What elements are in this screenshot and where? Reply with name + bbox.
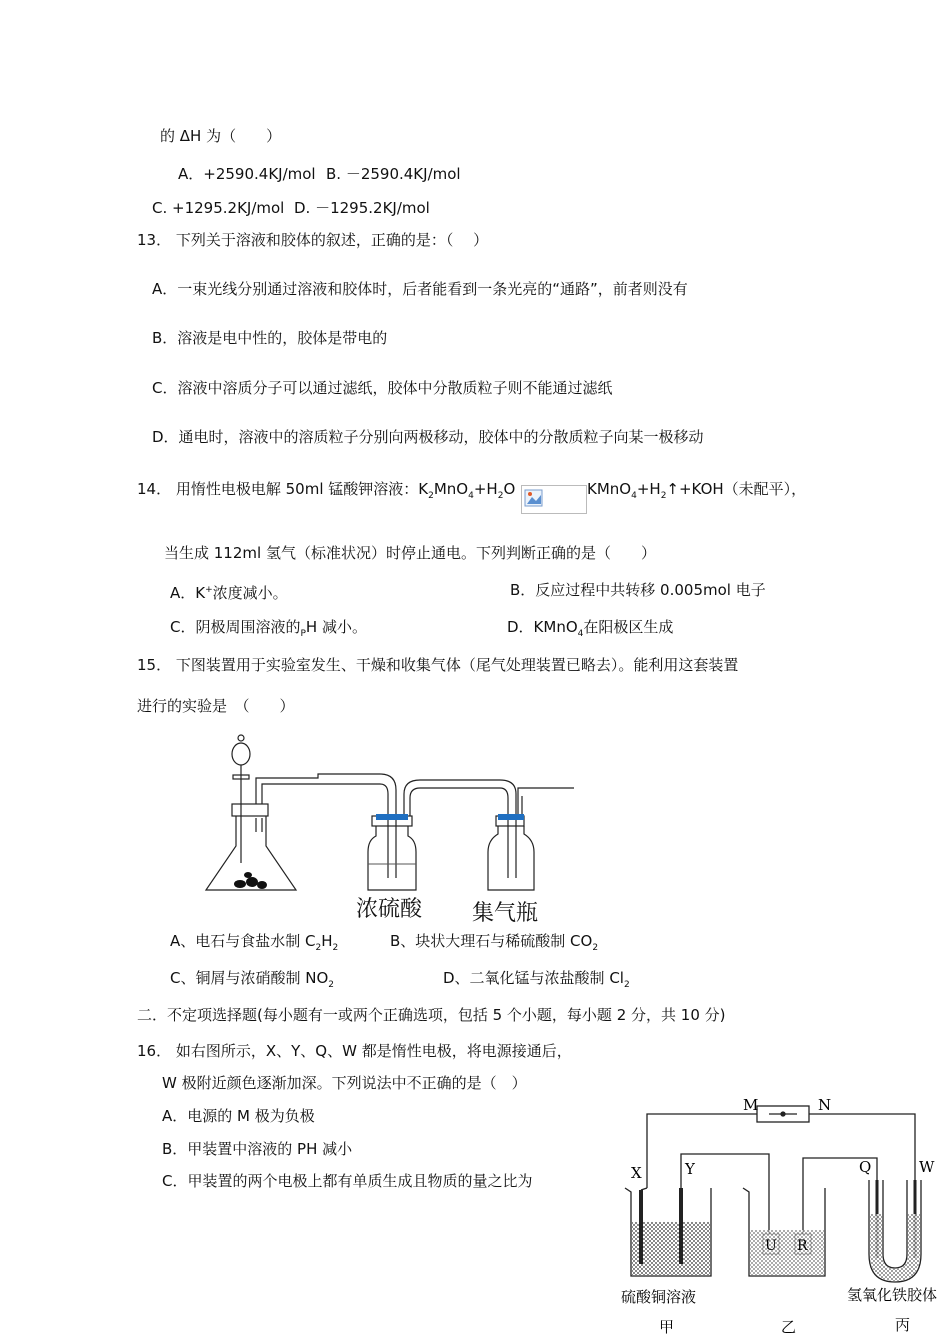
label-bing: 丙 — [895, 1316, 911, 1334]
q14-c-pre: C．阴极周围溶液的 — [170, 618, 301, 636]
q13-option-a: A．一束光线分别通过溶液和胶体时，后者能看到一条光亮的“通路”，前者则没有 — [152, 280, 688, 298]
q12-option-b: B. －2590.4KJ/mol — [326, 165, 461, 183]
q13-option-d: D．通电时，溶液中的溶质粒子分别向两极移动，胶体中的分散质粒子向某一极移动 — [152, 428, 704, 446]
q14-c-p: P — [300, 629, 306, 639]
q15-a-pre: A、电石与食盐水制 C — [170, 932, 316, 950]
q14-sub: 2 — [497, 491, 504, 501]
label-x: X — [631, 1164, 642, 1182]
q15-option-c — [170, 968, 334, 995]
q14-h: +H — [636, 480, 661, 498]
label-q: Q — [859, 1158, 872, 1176]
label-u: U — [765, 1238, 777, 1254]
q13-stem: 13． 下列关于溶液和胶体的叙述，正确的是：（ ） — [137, 231, 489, 249]
q14-sub: 2 — [428, 491, 434, 501]
gas-apparatus-diagram — [200, 728, 580, 900]
q14-post: ↑+KOH（未配平）， — [666, 480, 807, 498]
q16-stem: 16． 如右图所示，X、Y、Q、W 都是惰性电极，将电源接通后， — [137, 1042, 572, 1060]
section-2-heading: 二．不定项选择题(每小题有一或两个正确选项，包括 5 个小题，每小题 2 分，共 10 分) — [137, 1006, 726, 1024]
label-y: Y — [685, 1160, 695, 1178]
q15-line2: 进行的实验是 （ ） — [137, 697, 295, 715]
q15-option-d — [443, 968, 630, 995]
label-w: W — [919, 1158, 935, 1176]
label-copper-sulfate: 硫酸铜溶液 — [621, 1288, 697, 1306]
image-placeholder — [521, 485, 587, 514]
q16-option-a: A．电源的 M 极为负极 — [162, 1107, 315, 1125]
label-concentrated-sulfuric-acid: 浓硫酸 — [356, 897, 423, 922]
q13-option-c: C．溶液中溶质分子可以通过滤纸，胶体中分散质粒子则不能通过滤纸 — [152, 379, 613, 397]
q14-option-a — [170, 580, 288, 603]
q15-option-a — [170, 931, 338, 958]
q15-sub: 2 — [328, 980, 335, 990]
q14-option-d — [507, 617, 673, 644]
q15-c-pre: C、铜屑与浓硝酸制 NO — [170, 969, 329, 987]
q14-sub: 4 — [631, 491, 637, 501]
q14-products — [587, 479, 806, 506]
q14-stem-pre: 14． 用惰性电极电解 50ml 锰酸钾溶液：K — [137, 480, 429, 498]
q14-stem — [137, 479, 515, 506]
label-m: M — [743, 1096, 759, 1114]
q14-c-post: H 减小。 — [305, 618, 367, 636]
q14-sub: 4 — [577, 629, 584, 639]
q14-d-pre: D．KMnO — [507, 618, 578, 636]
q15-stem: 15． 下图装置用于实验室发生、干燥和收集气体（尾气处理装置已略去）。能利用这套装置 — [137, 656, 739, 674]
q15-a-h: H — [321, 932, 333, 950]
q14-mno: MnO — [433, 480, 469, 498]
label-jia: 甲 — [659, 1318, 675, 1336]
q12-tail: 的 ΔH 为（ ） — [160, 127, 282, 145]
electrolysis-circuit-diagram — [615, 1094, 950, 1344]
q16-option-c: C．甲装置的两个电极上都有单质生成且物质的量之比为 — [162, 1172, 533, 1190]
q15-sub: 2 — [332, 943, 339, 953]
q14-a-sup: + — [205, 585, 213, 595]
label-yi: 乙 — [781, 1318, 797, 1336]
q15-sub: 2 — [315, 943, 322, 953]
broken-image-icon — [524, 489, 544, 509]
q12-option-d: D. －1295.2KJ/mol — [294, 199, 430, 217]
q15-option-b — [390, 931, 598, 958]
q14-d-post: 在阳极区生成 — [583, 618, 674, 636]
q15-d-pre: D、二氧化锰与浓盐酸制 Cl — [443, 969, 624, 987]
q14-sub: 4 — [468, 491, 474, 501]
label-n: N — [818, 1096, 832, 1114]
q15-sub: 2 — [592, 943, 599, 953]
q16-line2: W 极附近颜色逐渐加深。下列说法中不正确的是（ ） — [162, 1074, 527, 1092]
q14-kmno4: KMnO — [587, 480, 632, 498]
q12-option-a: A．+2590.4KJ/mol — [178, 165, 316, 183]
q14-o: O — [503, 480, 516, 498]
label-gas-collecting-bottle: 集气瓶 — [472, 901, 539, 926]
q12-option-c: C. +1295.2KJ/mol — [152, 199, 285, 217]
label-ferric-hydroxide-colloid: 氢氧化铁胶体 — [847, 1286, 938, 1304]
q14-a-post: 浓度减小。 — [212, 584, 288, 602]
q13-option-b: B．溶液是电中性的，胶体是带电的 — [152, 329, 388, 347]
label-r: R — [797, 1238, 808, 1254]
q15-b-pre: B、块状大理石与稀硫酸制 CO — [390, 932, 593, 950]
q16-option-b: B．甲装置中溶液的 PH 减小 — [162, 1140, 353, 1158]
q15-sub: 2 — [623, 980, 630, 990]
q14-line2: 当生成 112ml 氢气（标准状况）时停止通电。下列判断正确的是（ ） — [164, 544, 656, 562]
q14-option-b: B．反应过程中共转移 0.005mol 电子 — [510, 581, 766, 599]
q14-sub: 2 — [660, 491, 667, 501]
q14-h2o: +H — [473, 480, 498, 498]
q14-a-pre: A．K — [170, 584, 206, 602]
q14-option-c — [170, 617, 367, 644]
